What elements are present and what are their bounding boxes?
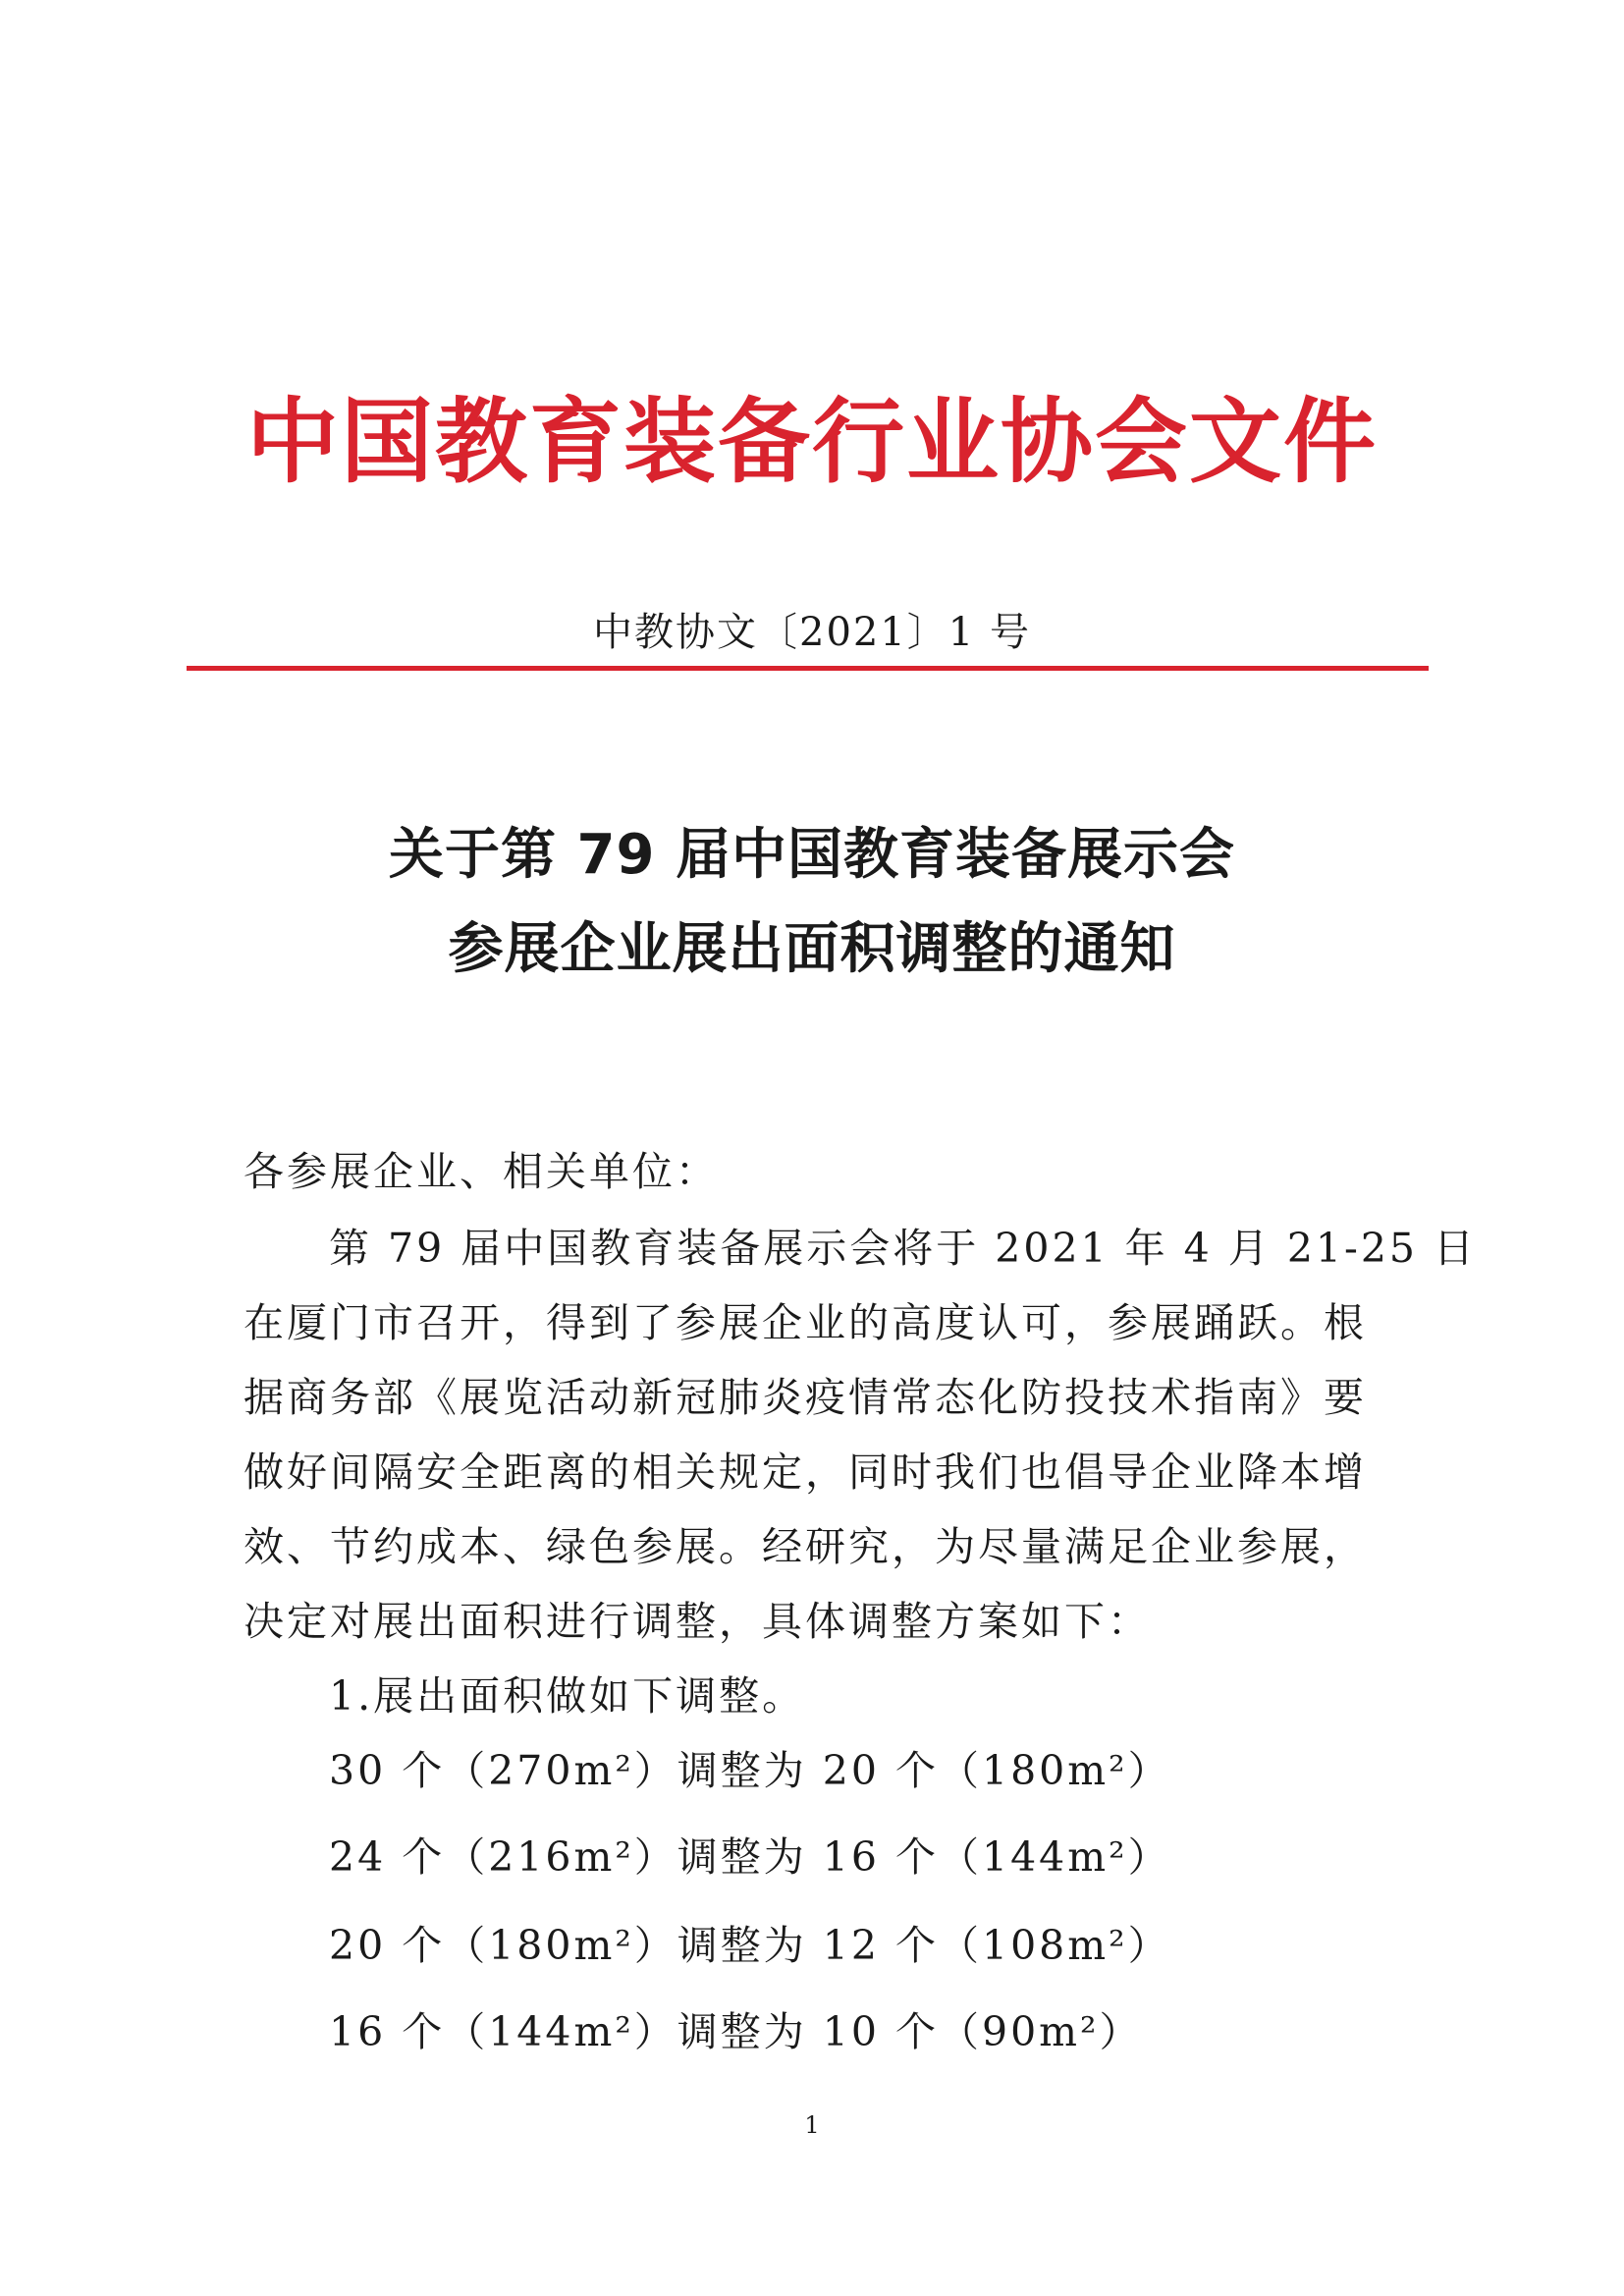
paragraph-line: 效、节约成本、绿色参展。经研究，为尽量满足企业参展，	[244, 1523, 1367, 1570]
adjustment-item: 30 个（270m²）调整为 20 个（180m²）	[329, 1747, 1171, 1794]
salutation: 各参展企业、相关单位：	[244, 1148, 719, 1195]
paragraph-line: 第 79 届中国教育装备展示会将于 2021 年 4 月 21-25 日	[329, 1225, 1478, 1272]
page-number: 1	[804, 2111, 820, 2139]
list-item-1: 1.展出面积做如下调整。	[329, 1672, 806, 1720]
red-divider-rule	[187, 666, 1429, 671]
adjustment-item: 20 个（180m²）调整为 12 个（108m²）	[329, 1922, 1171, 1969]
paragraph-line: 做好间隔安全距离的相关规定，同时我们也倡导企业降本增	[244, 1449, 1367, 1496]
paragraph-line: 决定对展出面积进行调整，具体调整方案如下：	[244, 1598, 1151, 1645]
notice-title-line-1: 关于第 79 届中国教育装备展示会	[389, 823, 1235, 887]
document-number: 中教协文〔2021〕1 号	[593, 610, 1031, 655]
paragraph-line: 在厦门市召开，得到了参展企业的高度认可，参展踊跃。根	[244, 1299, 1367, 1346]
adjustment-item: 16 个（144m²）调整为 10 个（90m²）	[329, 2008, 1143, 2055]
org-document-header: 中国教育装备行业协会文件	[245, 389, 1378, 496]
notice-title-line-2: 参展企业展出面积调整的通知	[448, 917, 1176, 981]
adjustment-item: 24 个（216m²）调整为 16 个（144m²）	[329, 1833, 1171, 1881]
paragraph-line: 据商务部《展览活动新冠肺炎疫情常态化防投技术指南》要	[244, 1374, 1367, 1421]
